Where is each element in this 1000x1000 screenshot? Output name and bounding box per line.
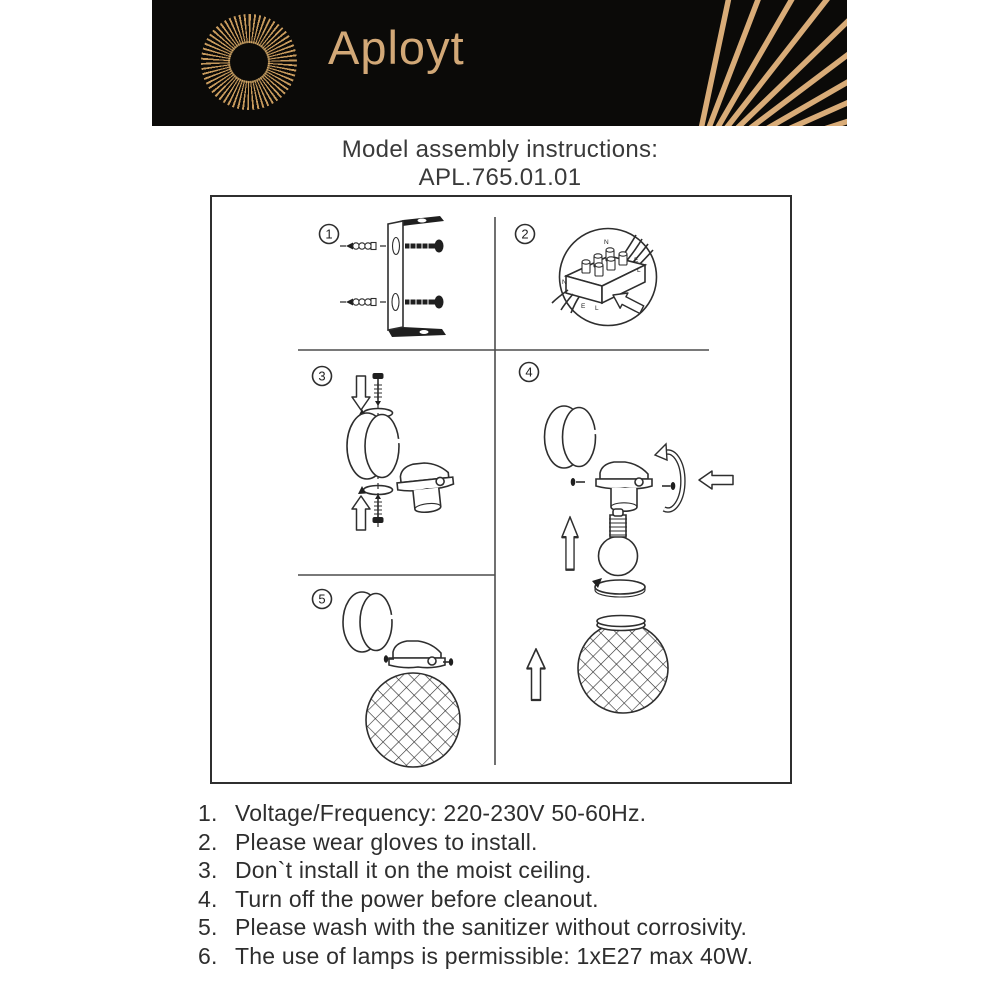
note-row xyxy=(198,913,878,942)
note-number: 1. xyxy=(198,800,218,826)
svg-text:3: 3 xyxy=(318,368,326,384)
assembly-diagram xyxy=(212,197,790,782)
step-markers xyxy=(313,225,539,609)
panel-3-canopy-drawing xyxy=(347,373,456,530)
note-row xyxy=(198,942,878,971)
panel-5-finished-drawing xyxy=(343,592,460,767)
note-row xyxy=(198,799,878,828)
svg-text:1: 1 xyxy=(325,226,333,242)
model-code: APL.765.01.01 xyxy=(418,163,582,191)
panel-1-bracket-drawing xyxy=(340,216,446,337)
lamp-holder-icon xyxy=(395,460,456,515)
wire-label: N xyxy=(562,279,567,286)
note-text: The use of lamps is permissible: 1xE27 max 40W. xyxy=(235,942,754,969)
glass-globe-icon xyxy=(366,673,460,767)
wire-label: L xyxy=(595,305,599,312)
step-5-marker xyxy=(313,590,332,609)
panel-4-assembly-drawing xyxy=(527,406,733,713)
note-text: Please wear gloves to install. xyxy=(235,828,538,855)
wire-label: L xyxy=(637,267,641,274)
note-text: Voltage/Frequency: 220-230V 50-60Hz. xyxy=(235,800,647,826)
bulb-icon xyxy=(599,509,638,576)
rays-decoration-icon xyxy=(152,0,847,126)
step-4-marker xyxy=(520,363,539,382)
note-number: 6. xyxy=(198,942,218,969)
step-2-marker xyxy=(516,225,535,244)
screw-icon xyxy=(373,373,384,406)
wire-label: E xyxy=(634,257,639,264)
screw-icon xyxy=(373,494,384,523)
wall-anchor-icon xyxy=(346,243,376,306)
rotate-icon xyxy=(592,578,645,597)
notes-list xyxy=(198,799,878,971)
note-text: Don`t install it on the moist ceiling. xyxy=(235,857,592,884)
glass-globe-icon xyxy=(578,616,668,714)
step-3-marker xyxy=(313,367,332,386)
note-text: Turn off the power before cleanout. xyxy=(235,885,599,912)
svg-text:2: 2 xyxy=(521,226,529,242)
note-number: 2. xyxy=(198,828,218,855)
instructions-title: Model assembly instructions: xyxy=(341,136,659,163)
up-arrow-icon xyxy=(352,496,370,530)
rotate-icon xyxy=(655,444,683,510)
assembly-diagram-box xyxy=(210,195,792,784)
left-arrow-icon xyxy=(699,471,733,489)
panel-2-wiring-drawing xyxy=(552,229,657,326)
note-text: Please wash with the sanitizer without corrosivity. xyxy=(235,914,748,941)
up-arrow-icon xyxy=(562,517,578,570)
note-number: 5. xyxy=(198,914,218,941)
lamp-holder-icon xyxy=(596,462,652,511)
wire-label: N xyxy=(604,239,609,246)
title-block xyxy=(0,136,1000,191)
note-row xyxy=(198,828,878,857)
wire-label: E xyxy=(581,303,586,310)
note-row xyxy=(198,885,878,914)
step-1-marker xyxy=(320,225,339,244)
note-row xyxy=(198,856,878,885)
up-arrow-icon xyxy=(527,649,545,700)
brand-wordmark: Aployt xyxy=(328,21,465,74)
note-number: 3. xyxy=(198,857,218,884)
lamp-holder-icon xyxy=(389,641,445,668)
svg-text:4: 4 xyxy=(525,364,533,380)
mounting-screw-icon xyxy=(405,240,444,309)
svg-text:5: 5 xyxy=(318,591,326,607)
brand-banner xyxy=(152,0,847,126)
down-arrow-icon xyxy=(352,376,370,410)
rotate-icon xyxy=(358,486,393,495)
note-number: 4. xyxy=(198,885,218,912)
